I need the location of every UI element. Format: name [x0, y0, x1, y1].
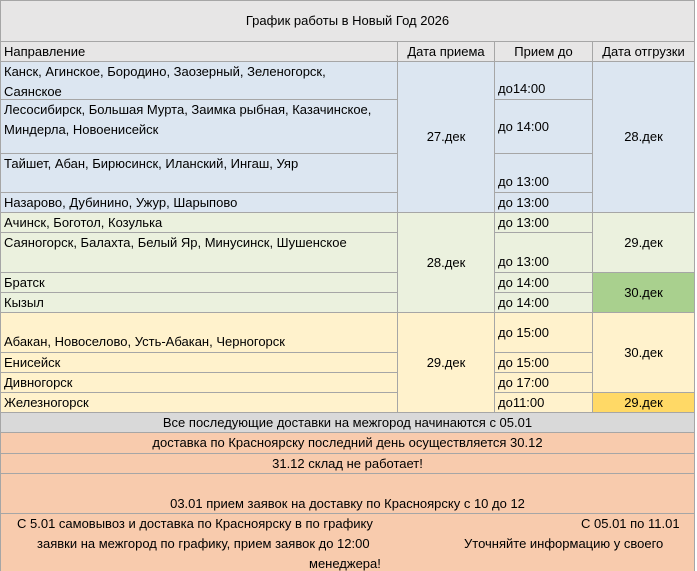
direction-cell: Енисейск	[0, 353, 398, 373]
direction-cell: Братск	[0, 273, 398, 293]
note-jan-3-orders: 03.01 прием заявок на доставку по Красноярску с 10 до 12	[170, 496, 525, 511]
header-accept-until: Прием до	[495, 42, 593, 62]
accept-until-cell: до 15:00	[495, 313, 593, 353]
header-date-accept: Дата приема	[398, 42, 495, 62]
accept-until-cell: до 14:00	[495, 100, 593, 154]
accept-until-cell: до 13:00	[495, 193, 593, 213]
note-jan-5-center-3: менеджера!	[309, 556, 381, 571]
direction-cell: Дивногорск	[0, 373, 398, 393]
note-intercity: Все последующие доставки на межгород начинаются с 05.01	[0, 413, 695, 433]
accept-until-cell: до 13:00	[495, 233, 593, 273]
header-date-ship: Дата отгрузки	[593, 42, 695, 62]
accept-until-cell: до 15:00	[495, 353, 593, 373]
note-warehouse-closed: 31.12 склад не работает!	[0, 454, 695, 474]
accept-until-cell: до 17:00	[495, 373, 593, 393]
ship-date-cell: 29.дек	[593, 213, 695, 273]
accept-date-cell: 29.дек	[398, 313, 495, 413]
direction-cell: Назарово, Дубинино, Ужур, Шарыпово	[0, 193, 398, 213]
direction-cell: Канск, Агинское, Бородино, Заозерный, Зеленогорск, Саянское	[0, 62, 398, 100]
accept-until-cell: до 14:00	[495, 293, 593, 313]
direction-cell: Лесосибирск, Большая Мурта, Заимка рыбная, Казачинское, Миндерла, Новоенисейск	[0, 100, 398, 154]
accept-until-cell: до 14:00	[495, 273, 593, 293]
note-jan-5	[0, 514, 695, 571]
ship-date-cell: 29.дек	[593, 393, 695, 413]
direction-cell: Железногорск	[0, 393, 398, 413]
accept-until-cell: до 13:00	[495, 154, 593, 193]
direction-cell: Ачинск, Боготол, Козулька	[0, 213, 398, 233]
direction-cell: Тайшет, Абан, Бирюсинск, Иланский, Ингаш, Уяр	[0, 154, 398, 193]
note-jan-5-left-2: заявки на межгород по графику, прием заявок до 12:00	[37, 536, 370, 551]
accept-until-cell: до 13:00	[495, 213, 593, 233]
note-krasnoyarsk-last-day: доставка по Красноярску последний день осуществляется 30.12	[0, 433, 695, 454]
direction-cell: Саяногорск, Балахта, Белый Яр, Минусинск, Шушенское	[0, 233, 398, 273]
header-direction: Направление	[0, 42, 398, 62]
accept-until-cell: до11:00	[495, 393, 593, 413]
ship-date-cell: 30.дек	[593, 313, 695, 393]
direction-cell: Кызыл	[0, 293, 398, 313]
accept-date-cell: 28.дек	[398, 213, 495, 313]
accept-date-cell: 27.дек	[398, 62, 495, 213]
note-jan-5-right-1: С 05.01 по 11.01	[581, 516, 680, 531]
ship-date-cell: 28.дек	[593, 62, 695, 213]
note-jan-3	[0, 474, 695, 514]
ship-date-cell: 30.дек	[593, 273, 695, 313]
note-jan-5-right-2: Уточняйте информацию у своего	[464, 536, 664, 551]
direction-cell: Абакан, Новоселово, Усть-Абакан, Черногорск	[0, 313, 398, 353]
note-jan-5-left-1: С 5.01 самовывоз и доставка по Красноярску в по графику	[17, 516, 373, 531]
page-title: График работы в Новый Год 2026	[0, 0, 695, 42]
accept-until-cell: до14:00	[495, 62, 593, 100]
